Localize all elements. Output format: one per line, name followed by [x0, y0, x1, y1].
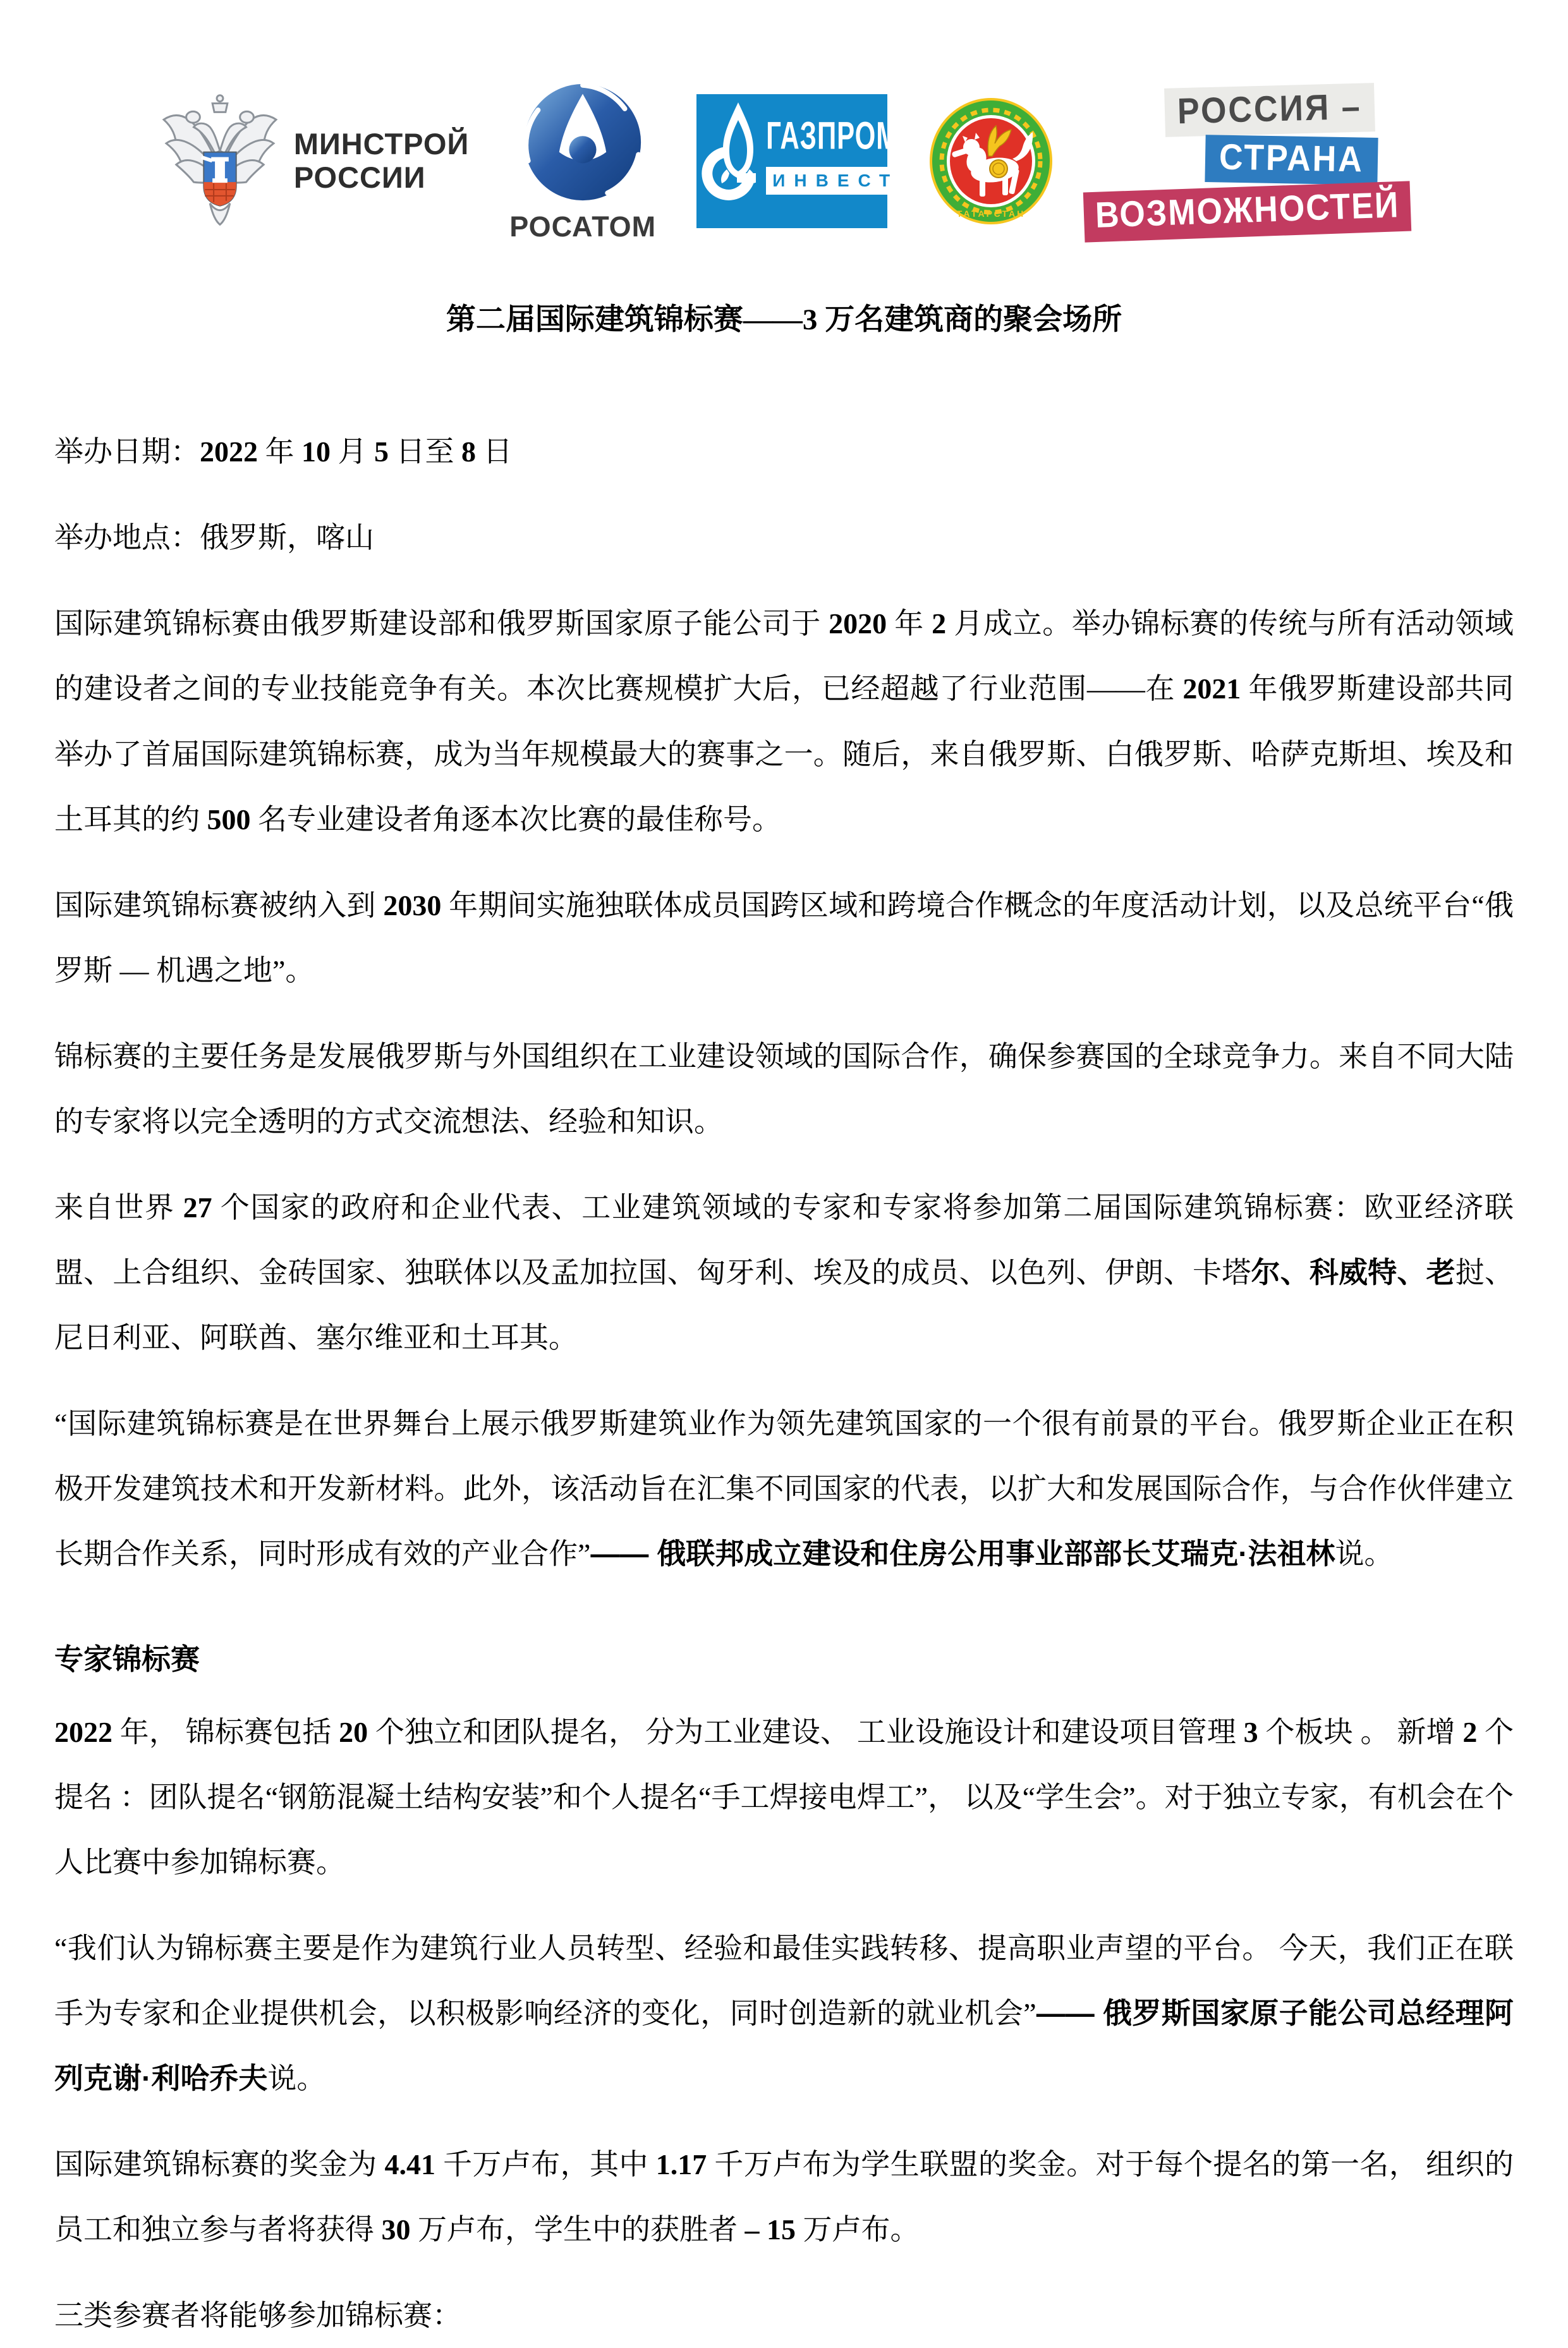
- logo-strip: [0, 0, 1568, 253]
- text-run: 国际建筑锦标赛的奖金为: [54, 2148, 385, 2181]
- text-run: 说。: [1335, 1537, 1394, 1570]
- gazprom-invest-logo: [696, 94, 899, 228]
- text-run: – 15: [744, 2213, 796, 2246]
- text-run: 年: [887, 607, 932, 640]
- text-run: 千万卢布，其中: [435, 2148, 656, 2181]
- text-run: 月: [331, 435, 374, 468]
- text-run: 年， 锦标赛包括: [112, 1715, 339, 1748]
- text-run: “我们认为锦标赛主要是作为建筑行业人员转型、经验和最佳实践转移、提高职业声望的平台。 今天，我们正在联手为专家和企业提供机会，以积极影响经济的变化，同时创造新的就业机会”: [54, 1931, 1514, 2029]
- text-run: 500: [207, 803, 251, 836]
- text-run: 专家锦标赛: [54, 1642, 200, 1676]
- text-run: 3: [1243, 1715, 1258, 1748]
- text-run: 个板块 。 新增: [1258, 1715, 1463, 1748]
- text-run: 万卢布。: [796, 2213, 920, 2246]
- text-run: “国际建筑锦标赛是在世界舞台上展示俄罗斯建筑业作为领先建筑国家的一个很有前景的平台。俄罗斯企业正在积极开发建筑技术和开发新材料。此外，该活动旨在汇集不同国家的代表，以扩大和发展国际合作，与合作伙伴建立长期合作关系，同时形成有效的产业合作”: [54, 1407, 1514, 1570]
- paragraph: [54, 2132, 1514, 2262]
- text-run: 月成立。举办锦标赛的传统与所有活动领域的建设者之间的专业技能竞争有关。本次比赛规模扩大后，已经超越了行业范围——在: [54, 607, 1514, 705]
- minstroy-name-line1: МИНСТРОЙ: [293, 127, 470, 161]
- document-body: [0, 338, 1568, 2348]
- text-run: 2030: [383, 889, 442, 922]
- minstroy-eagle-icon: [157, 78, 283, 244]
- text-run: 日至: [389, 435, 461, 468]
- text-run: 来自世界: [54, 1191, 183, 1224]
- text-run: 5: [374, 435, 389, 468]
- text-run: 27: [183, 1191, 212, 1224]
- paragraph: [54, 2283, 1514, 2348]
- gazprom-flame-icon: [700, 101, 765, 221]
- text-run: 8: [461, 435, 476, 468]
- text-run: 三类参赛者将能够参加锦标赛：: [54, 2299, 461, 2332]
- russia-line2-block: СТРАНА: [1205, 135, 1378, 185]
- russia-line1-block: РОССИЯ –: [1164, 83, 1375, 137]
- gazprom-invest-band: ИНВЕСТ: [766, 167, 899, 195]
- text-run: 10: [301, 435, 331, 468]
- rosatom-logo: [509, 79, 656, 243]
- text-run: 名专业建设者角逐本次比赛的最佳称号。: [250, 803, 781, 836]
- text-run: 尔、科威特、老: [1251, 1255, 1456, 1289]
- russia-opportunities-logo: [1095, 88, 1411, 234]
- minstroy-logo: [157, 78, 469, 244]
- text-run: 20: [339, 1715, 368, 1748]
- tatarstan-emblem-icon: [928, 95, 1054, 227]
- text-run: 年: [258, 435, 301, 468]
- document-title: [54, 302, 1514, 338]
- text-run: 年俄罗斯建设部共同举办了首届国际建筑锦标赛，成为当年规模最大的赛事之一。随后，来自俄罗斯、白俄罗斯、哈萨克斯坦、埃及和土耳其的约: [54, 672, 1514, 836]
- text-run: 第二届国际建筑锦标赛——3 万名建筑商的聚会场所: [446, 303, 1122, 336]
- text-run: 万卢布，学生中的获胜者: [410, 2213, 745, 2246]
- text-run: 2: [1462, 1715, 1478, 1748]
- paragraph: [54, 1024, 1514, 1154]
- text-run: 日: [476, 435, 513, 468]
- section-heading: [54, 1641, 1514, 1679]
- text-run: 国际建筑锦标赛由俄罗斯建设部和俄罗斯国家原子能公司于: [54, 607, 829, 640]
- text-run: 2022: [54, 1715, 112, 1748]
- rosatom-label: РОСАТОМ: [509, 210, 657, 243]
- text-run: 个独立和团队提名， 分为工业建设、 工业设施设计和建设项目管理: [368, 1715, 1244, 1748]
- text-run: 2: [932, 607, 947, 640]
- paragraph: [54, 591, 1514, 851]
- text-run: 2022: [200, 435, 258, 468]
- text-run: 举办地点：俄罗斯，喀山: [54, 521, 374, 554]
- text-run: 1.17: [655, 2148, 707, 2181]
- paragraph: [54, 1391, 1514, 1586]
- russia-line3-block: ВОЗМОЖНОСТЕЙ: [1083, 181, 1412, 242]
- text-run: 说。: [267, 2062, 326, 2095]
- text-run: 国际建筑锦标赛被纳入到: [54, 889, 384, 922]
- paragraph: [54, 505, 1514, 570]
- text-run: 举办日期：: [54, 435, 200, 468]
- gazprom-wordmark: ГАЗПРОМ: [766, 114, 899, 157]
- rosatom-icon: [521, 79, 645, 205]
- text-run: 挝、尼日利亚、阿联酋、塞尔维亚和土耳其。: [54, 1256, 1514, 1354]
- text-run: 锦标赛的主要任务是发展俄罗斯与外国组织在工业建设领域的国际合作，确保参赛国的全球竞争力。来自不同大陆的专家将以完全透明的方式交流想法、经验和知识。: [54, 1040, 1514, 1138]
- tatarstan-label: ТАТАРСТАН: [956, 209, 1026, 219]
- paragraph: [54, 1175, 1514, 1370]
- paragraph: [54, 419, 1514, 484]
- text-run: —— 俄联邦成立建设和住房公用事业部部长艾瑞克·法祖林: [590, 1536, 1335, 1570]
- tatarstan-emblem: [928, 95, 1054, 227]
- minstroy-name-line2: РОССИИ: [293, 161, 426, 194]
- text-run: 个提名 ：团队提名“钢筋混凝土结构安装”和个人提名“手工焊接电焊工”， 以及“学生会”。对于独立专家，有机会在个人比赛中参加锦标赛。: [54, 1715, 1514, 1878]
- text-run: 30: [381, 2213, 411, 2246]
- text-run: 年期间实施独联体成员国跨区域和跨境合作概念的年度活动计划，以及总统平台“俄罗斯 — 机遇之地”。: [54, 889, 1514, 987]
- text-run: 2021: [1182, 672, 1241, 705]
- paragraph: [54, 1700, 1514, 1895]
- text-run: 2020: [829, 607, 887, 640]
- paragraph: [54, 873, 1514, 1003]
- paragraph: [54, 1916, 1514, 2111]
- text-run: 个国家的政府和企业代表、工业建筑领域的专家和专家将参加第二届国际建筑锦标赛：欧亚经济联盟、上合组织、金砖国家、独联体以及孟加拉国、匈牙利、埃及的成员、以色列、伊朗、卡塔: [54, 1191, 1514, 1289]
- text-run: 4.41: [384, 2148, 436, 2181]
- text-run: 千万卢布为学生联盟的奖金。对于每个提名的第一名， 组织的员工和独立参与者将获得: [54, 2148, 1514, 2246]
- text-run: —— 俄罗斯国家原子能公司总经理阿列克谢·利哈乔夫: [54, 1996, 1514, 2095]
